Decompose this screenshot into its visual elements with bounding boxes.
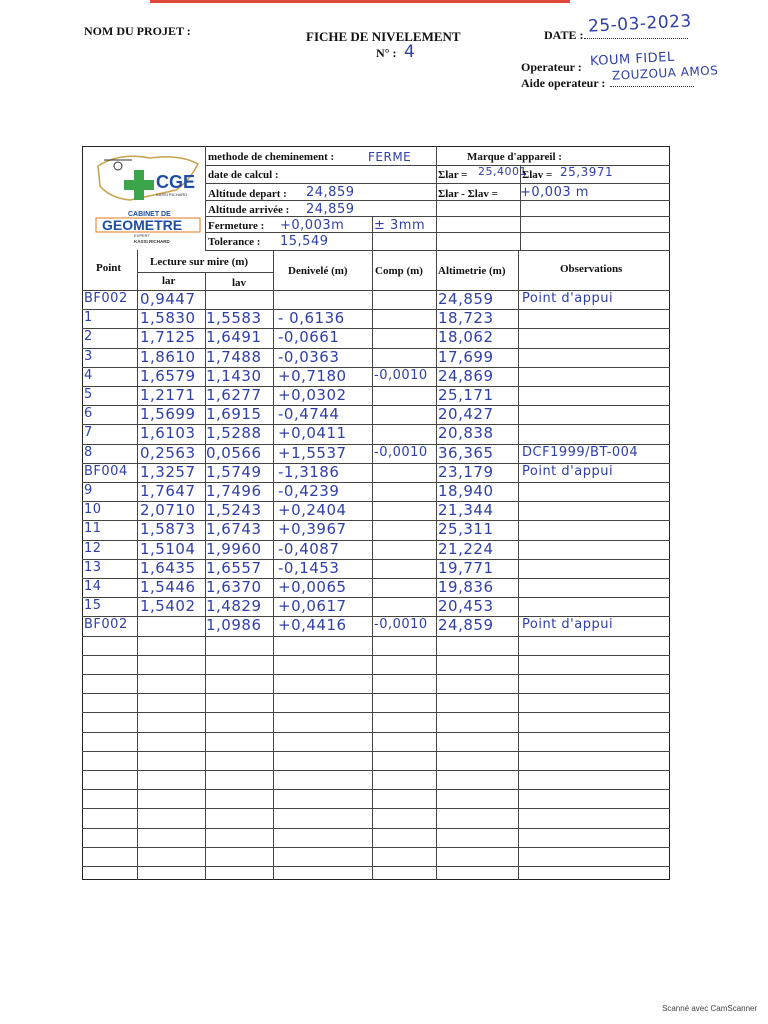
row-den-cell: -0,0363 <box>278 348 340 366</box>
start-alt-value: 24,859 <box>306 185 355 200</box>
row-lar-cell: 1,6579 <box>140 367 196 385</box>
row-den-cell: +0,0065 <box>278 578 347 596</box>
col-reading: Lecture sur mire (m) <box>150 256 249 268</box>
sum-lar-value: 25,4001 <box>478 165 527 178</box>
row-den-cell: +0,4416 <box>278 616 347 634</box>
row-den-cell: -0,4239 <box>278 482 340 500</box>
row-obs-cell: Point d'appui <box>522 617 614 632</box>
row-lav-cell: 1,6277 <box>206 386 262 404</box>
row-lav-cell: 1,9960 <box>206 540 262 558</box>
row-alt-cell: 18,723 <box>438 309 494 327</box>
operator-label: Operateur : <box>521 60 582 74</box>
row-lav-cell: 1,4829 <box>206 597 262 615</box>
logo-graphic <box>90 150 205 250</box>
row-den-cell: +0,0617 <box>278 597 347 615</box>
row-point-cell: 1 <box>84 310 93 325</box>
sheet-number-value: 4 <box>404 42 416 62</box>
grid-row-line <box>205 250 670 251</box>
col-comp: Comp (m) <box>375 265 423 277</box>
grid-column-line <box>205 146 206 250</box>
row-alt-cell: 36,365 <box>438 444 494 462</box>
row-den-cell: -0,0661 <box>278 328 340 346</box>
date-dotted-line <box>584 38 688 39</box>
row-point-cell: 13 <box>84 560 102 575</box>
company-logo <box>90 150 205 250</box>
row-alt-cell: 24,859 <box>438 290 494 308</box>
row-alt-cell: 19,836 <box>438 578 494 596</box>
row-alt-cell: 23,179 <box>438 463 494 481</box>
calc-date-label: date de calcul : <box>208 169 279 181</box>
grid-column-line <box>273 250 274 880</box>
row-alt-cell: 18,940 <box>438 482 494 500</box>
row-lar-cell: 1,6103 <box>140 424 196 442</box>
grid-row-line <box>82 732 670 733</box>
row-den-cell: -0,4087 <box>278 540 340 558</box>
grid-row-line <box>205 216 670 217</box>
row-lav-cell: 1,1430 <box>206 367 262 385</box>
row-den-cell: +1,5537 <box>278 444 347 462</box>
row-lar-cell: 1,5104 <box>140 540 196 558</box>
assistant-value: ZOUZOUA AMOS <box>611 63 719 83</box>
row-lar-cell: 2,0710 <box>140 501 196 519</box>
row-lar-cell: 1,3257 <box>140 463 196 481</box>
grid-row-line <box>82 866 670 867</box>
grid-row-line <box>82 636 670 637</box>
grid-row-line <box>205 200 670 201</box>
logo-line2: GEOMETRE <box>102 217 183 233</box>
row-alt-cell: 20,427 <box>438 405 494 423</box>
logo-tagline: KASSI RICHARD <box>156 192 188 197</box>
row-point-cell: 6 <box>84 406 93 421</box>
scanner-footer: Scanné avec CamScanner <box>662 1004 758 1013</box>
row-den-cell: +0,3967 <box>278 520 347 538</box>
grid-row-line <box>82 655 670 656</box>
row-lar-cell: 0,9447 <box>140 290 196 308</box>
closure-label: Fermeture : <box>208 220 265 232</box>
row-lav-cell: 1,5749 <box>206 463 262 481</box>
row-point-cell: 8 <box>84 445 93 460</box>
row-lar-cell: 1,5873 <box>140 520 196 538</box>
row-point-cell: 11 <box>84 521 102 536</box>
row-point-cell: BF002 <box>84 291 128 306</box>
grid-row-line <box>82 770 670 771</box>
row-obs-cell: Point d'appui <box>522 464 614 479</box>
row-point-cell: 10 <box>84 502 102 517</box>
row-obs-cell: DCF1999/BT-004 <box>522 445 639 460</box>
grid-row-line <box>82 751 670 752</box>
row-point-cell: 3 <box>84 349 93 364</box>
sum-lav-label: Σlav = <box>522 169 553 181</box>
row-lav-cell: 1,6370 <box>206 578 262 596</box>
grid-row-line <box>82 847 670 848</box>
row-den-cell: -0,1453 <box>278 559 340 577</box>
grid-column-line <box>372 250 373 880</box>
grid-row-line <box>82 674 670 675</box>
row-lav-cell: 1,7496 <box>206 482 262 500</box>
row-point-cell: 7 <box>84 425 93 440</box>
row-point-cell: 5 <box>84 387 93 402</box>
start-alt-label: Altitude depart : <box>208 188 287 200</box>
col-lav: lav <box>232 277 247 289</box>
row-lar-cell: 1,5402 <box>140 597 196 615</box>
date-label: DATE : <box>544 28 584 42</box>
operator-value: KOUM FIDEL <box>589 49 676 70</box>
method-label: methode de cheminement : <box>208 151 335 163</box>
row-lav-cell: 0,0566 <box>206 444 262 462</box>
row-lav-cell: 1,5583 <box>206 309 262 327</box>
tolerance-value: 15,549 <box>280 234 329 249</box>
logo-line1: CABINET DE <box>128 211 171 218</box>
row-den-cell: -1,3186 <box>278 463 340 481</box>
grid-column-line <box>137 250 138 880</box>
row-point-cell: 14 <box>84 579 102 594</box>
grid-row-line <box>82 808 670 809</box>
row-point-cell: BF002 <box>84 617 128 632</box>
method-value: FERME <box>368 150 412 164</box>
tolerance-label: Tolerance : <box>208 236 261 248</box>
row-point-cell: 12 <box>84 541 102 556</box>
row-alt-cell: 19,771 <box>438 559 494 577</box>
row-lav-cell: 1,7488 <box>206 348 262 366</box>
row-lar-cell: 1,2171 <box>140 386 196 404</box>
diff-value: +0,003 m <box>520 185 589 200</box>
row-obs-cell: Point d'appui <box>522 291 614 306</box>
closure-tolerance-value: ± 3mm <box>374 218 426 233</box>
row-lav-cell: 1,6743 <box>206 520 262 538</box>
scan-edge-mark <box>150 0 570 3</box>
logo-line3: EXPERT <box>134 233 150 238</box>
row-point-cell: 9 <box>84 483 93 498</box>
row-alt-cell: 20,453 <box>438 597 494 615</box>
row-den-cell: +0,0411 <box>278 424 347 442</box>
col-altimetrie: Altimetrie (m) <box>438 265 506 277</box>
grid-column-line <box>372 216 373 250</box>
col-lar: lar <box>162 275 176 287</box>
grid-row-line <box>82 712 670 713</box>
row-lav-cell: 1,6557 <box>206 559 262 577</box>
row-den-cell: +0,7180 <box>278 367 347 385</box>
row-lav-cell: 1,6915 <box>206 405 262 423</box>
row-alt-cell: 25,171 <box>438 386 494 404</box>
row-den-cell: -0,4744 <box>278 405 340 423</box>
row-point-cell: 2 <box>84 329 93 344</box>
row-lar-cell: 1,8610 <box>140 348 196 366</box>
grid-row-line <box>82 789 670 790</box>
sum-lar-label: Σlar = <box>438 169 468 181</box>
row-alt-cell: 21,344 <box>438 501 494 519</box>
date-value: 25-03-2023 <box>587 11 693 37</box>
row-point-cell: BF004 <box>84 464 128 479</box>
row-comp-cell: -0,0010 <box>374 617 428 632</box>
project-label: NOM DU PROJET : <box>84 24 191 38</box>
assistant-label: Aide operateur : <box>521 76 606 90</box>
row-lav-cell: 1,5243 <box>206 501 262 519</box>
row-alt-cell: 17,699 <box>438 348 494 366</box>
row-lav-cell: 1,0986 <box>206 616 262 634</box>
row-den-cell: - 0,6136 <box>278 309 345 327</box>
row-point-cell: 15 <box>84 598 102 613</box>
row-comp-cell: -0,0010 <box>374 368 428 383</box>
row-alt-cell: 21,224 <box>438 540 494 558</box>
row-lar-cell: 1,7125 <box>140 328 196 346</box>
grid-row-line <box>82 693 670 694</box>
page-title: FICHE DE NIVELEMENT <box>306 29 461 44</box>
grid-row-line <box>205 183 670 184</box>
row-lar-cell: 1,6435 <box>140 559 196 577</box>
row-lar-cell: 1,7647 <box>140 482 196 500</box>
col-observations: Observations <box>560 263 623 275</box>
closure-value: +0,003m <box>280 218 345 233</box>
row-alt-cell: 24,869 <box>438 367 494 385</box>
row-alt-cell: 25,311 <box>438 520 494 538</box>
row-alt-cell: 20,838 <box>438 424 494 442</box>
grid-row-line <box>82 828 670 829</box>
logo-line4: KASSI RICHARD <box>134 239 170 244</box>
col-point: Point <box>96 262 122 274</box>
sum-lav-value: 25,3971 <box>560 165 614 179</box>
row-lar-cell: 1,5446 <box>140 578 196 596</box>
row-comp-cell: -0,0010 <box>374 445 428 460</box>
row-lar-cell: 1,5699 <box>140 405 196 423</box>
row-alt-cell: 24,859 <box>438 616 494 634</box>
row-den-cell: +0,2404 <box>278 501 347 519</box>
row-point-cell: 4 <box>84 368 93 383</box>
end-alt-label: Altitude arrivée : <box>208 204 290 216</box>
assistant-dotted-line <box>610 86 694 87</box>
row-alt-cell: 18,062 <box>438 328 494 346</box>
end-alt-value: 24,859 <box>306 202 355 217</box>
row-lar-cell: 0,2563 <box>140 444 196 462</box>
grid-column-line <box>518 250 519 880</box>
row-lav-cell: 1,6491 <box>206 328 262 346</box>
grid-column-line <box>436 146 437 880</box>
row-lav-cell: 1,5288 <box>206 424 262 442</box>
diff-label: Σlar - Σlav = <box>438 188 498 200</box>
grid-row-line <box>205 232 670 233</box>
sheet-number-label: N° : <box>376 46 397 60</box>
col-denivele: Denivelé (m) <box>288 265 348 277</box>
logo-brand: CGE <box>156 172 196 192</box>
brand-label: Marque d'appareil : <box>467 151 562 163</box>
row-den-cell: +0,0302 <box>278 386 347 404</box>
row-lar-cell: 1,5830 <box>140 309 196 327</box>
